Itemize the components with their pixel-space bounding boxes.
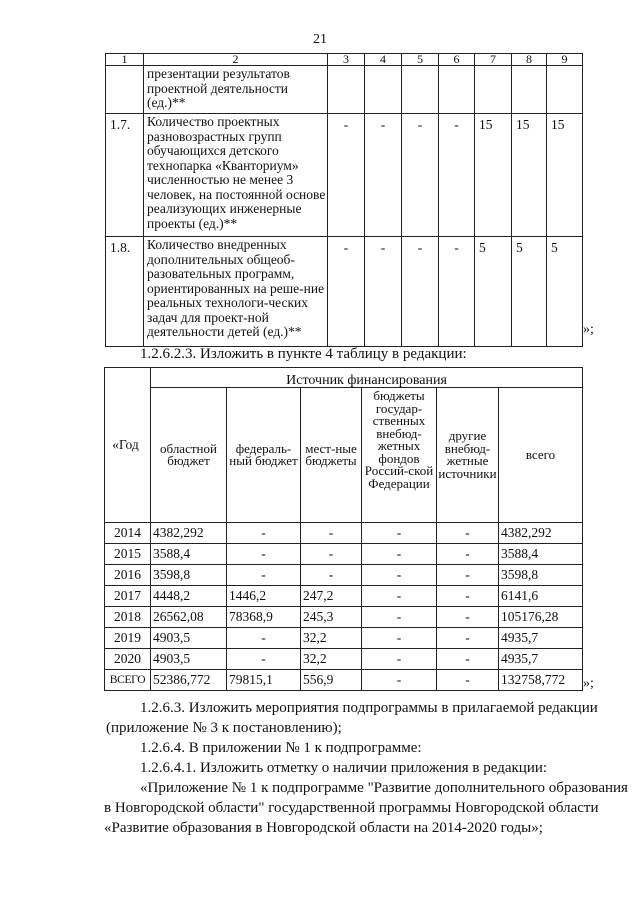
cell-value: 4935,7 — [499, 649, 583, 670]
cell-value: 32,2 — [301, 628, 362, 649]
cell-value: 32,2 — [301, 649, 362, 670]
cell-value: 79815,1 — [227, 670, 301, 691]
column-header: всего — [499, 388, 583, 523]
cell-value: - — [437, 523, 499, 544]
cell-value: 556,9 — [301, 670, 362, 691]
table-row — [105, 649, 583, 670]
cell-value — [402, 66, 439, 114]
indicator-name: Количество внедренных дополнительных общеоб-разовательных программ, ориентированных на реше-ние реальных технологи-ческих задач для проект-ной деятельности детей (ед.)** — [144, 237, 328, 347]
cell-value: - — [362, 565, 437, 586]
year-cell: 2016 — [105, 565, 151, 586]
cell-value: 3588,4 — [151, 544, 227, 565]
cell-value: 5 — [512, 237, 547, 347]
column-number: 1 — [106, 54, 144, 66]
cell-value: 4935,7 — [499, 628, 583, 649]
column-number: 6 — [439, 54, 475, 66]
cell-value: - — [437, 607, 499, 628]
indicator-name: презентации результатов проектной деятельности (ед.)** — [144, 66, 328, 114]
column-header: федераль-ный бюджет — [227, 388, 301, 523]
cell-value: - — [227, 565, 301, 586]
cell-value: 15 — [547, 114, 583, 237]
column-header: мест-ные бюджеты — [301, 388, 362, 523]
cell-value: - — [362, 628, 437, 649]
cell-value: - — [437, 544, 499, 565]
cell-value — [365, 66, 402, 114]
cell-value: - — [439, 114, 475, 237]
cell-value: - — [328, 114, 365, 237]
cell-value: 3598,8 — [499, 565, 583, 586]
cell-value: - — [362, 544, 437, 565]
column-number: 4 — [365, 54, 402, 66]
year-cell: 2020 — [105, 649, 151, 670]
cell-value: 3588,4 — [499, 544, 583, 565]
cell-value: - — [362, 523, 437, 544]
source-header: Источник финансирования — [151, 368, 583, 388]
cell-value: - — [328, 237, 365, 347]
cell-value: - — [402, 237, 439, 347]
cell-value: - — [402, 114, 439, 237]
cell-value — [547, 66, 583, 114]
paragraph: 1.2.6.4.1. Изложить отметку о наличии приложения в редакции: — [140, 760, 548, 776]
cell-value: - — [437, 670, 499, 691]
cell-value: 5 — [475, 237, 512, 347]
cell-value: 78368,9 — [227, 607, 301, 628]
row-number — [106, 66, 144, 114]
year-cell: 2019 — [105, 628, 151, 649]
cell-value: - — [365, 114, 402, 237]
cell-value: 1446,2 — [227, 586, 301, 607]
paragraph: 1.2.6.2.3. Изложить в пункте 4 таблицу в редакции: — [140, 346, 467, 362]
table-row — [105, 586, 583, 607]
cell-value: - — [227, 523, 301, 544]
financing-table — [104, 367, 583, 691]
column-number: 8 — [512, 54, 547, 66]
cell-value: 3598,8 — [151, 565, 227, 586]
year-header: «Год — [105, 368, 151, 523]
indicator-name: Количество проектных разновозрастных групп обучающихся детского технопарка «Кванториум» численностью не менее 3 человек, на постоянной основе реализующих инженерные проекты (ед.)** — [144, 114, 328, 237]
cell-value: 247,2 — [301, 586, 362, 607]
column-header: другие внебюд-жетные источники — [437, 388, 499, 523]
cell-value: - — [362, 649, 437, 670]
table-row — [106, 66, 583, 114]
total-row — [105, 670, 583, 691]
cell-value: 4382,292 — [151, 523, 227, 544]
year-cell: 2015 — [105, 544, 151, 565]
cell-value: - — [362, 607, 437, 628]
table-header-row — [106, 54, 583, 66]
column-number: 3 — [328, 54, 365, 66]
paragraph: в Новгородской области" государственной программы Новгородской области — [104, 800, 599, 816]
row-number: 1.7. — [106, 114, 144, 237]
column-number: 7 — [475, 54, 512, 66]
cell-value: 105176,28 — [499, 607, 583, 628]
column-number: 5 — [402, 54, 439, 66]
cell-value: 4382,292 — [499, 523, 583, 544]
cell-value: - — [227, 649, 301, 670]
cell-value: 52386,772 — [151, 670, 227, 691]
cell-value: 26562,08 — [151, 607, 227, 628]
cell-value: - — [437, 565, 499, 586]
cell-value — [475, 66, 512, 114]
cell-value: - — [439, 237, 475, 347]
table-closing-mark: »; — [583, 676, 594, 691]
cell-value: 245,3 — [301, 607, 362, 628]
cell-value: 4448,2 — [151, 586, 227, 607]
table-row — [106, 237, 583, 347]
cell-value: - — [365, 237, 402, 347]
cell-value: 15 — [475, 114, 512, 237]
year-cell: 2017 — [105, 586, 151, 607]
year-cell: 2014 — [105, 523, 151, 544]
paragraph: 1.2.6.3. Изложить мероприятия подпрограммы в прилагаемой редакции — [140, 700, 598, 716]
paragraph: «Развитие образования в Новгородской области на 2014-2020 годы»; — [104, 820, 543, 836]
cell-value: - — [362, 670, 437, 691]
cell-value: 6141,6 — [499, 586, 583, 607]
table-row — [105, 523, 583, 544]
cell-value: - — [362, 586, 437, 607]
cell-value: - — [301, 523, 362, 544]
cell-value: 132758,772 — [499, 670, 583, 691]
column-number: 9 — [547, 54, 583, 66]
indicators-table — [105, 53, 583, 347]
cell-value — [328, 66, 365, 114]
cell-value: 5 — [547, 237, 583, 347]
cell-value: - — [301, 544, 362, 565]
cell-value — [512, 66, 547, 114]
row-number: 1.8. — [106, 237, 144, 347]
cell-value: - — [437, 586, 499, 607]
table-row — [105, 565, 583, 586]
table-row — [106, 114, 583, 237]
table-closing-mark: »; — [583, 322, 594, 337]
paragraph: «Приложение № 1 к подпрограмме "Развитие дополнительного образования — [140, 780, 628, 796]
year-cell: 2018 — [105, 607, 151, 628]
table-row — [105, 607, 583, 628]
cell-value: - — [227, 544, 301, 565]
table-row — [105, 628, 583, 649]
column-header: бюджеты государ-ственных внебюд-жетных фондов Россий-ской Федерации — [362, 388, 437, 523]
column-header: областной бюджет — [151, 388, 227, 523]
cell-value: 15 — [512, 114, 547, 237]
cell-value: 4903,5 — [151, 649, 227, 670]
cell-value: - — [437, 649, 499, 670]
page-number: 21 — [313, 32, 327, 47]
cell-value: - — [437, 628, 499, 649]
paragraph: 1.2.6.4. В приложении № 1 к подпрограмме: — [140, 740, 422, 756]
paragraph: (приложение № 3 к постановлению); — [106, 720, 342, 736]
cell-value: 4903,5 — [151, 628, 227, 649]
column-number: 2 — [144, 54, 328, 66]
cell-value: - — [227, 628, 301, 649]
table-row — [105, 544, 583, 565]
year-cell: ВСЕГО — [105, 670, 151, 691]
cell-value — [439, 66, 475, 114]
cell-value: - — [301, 565, 362, 586]
